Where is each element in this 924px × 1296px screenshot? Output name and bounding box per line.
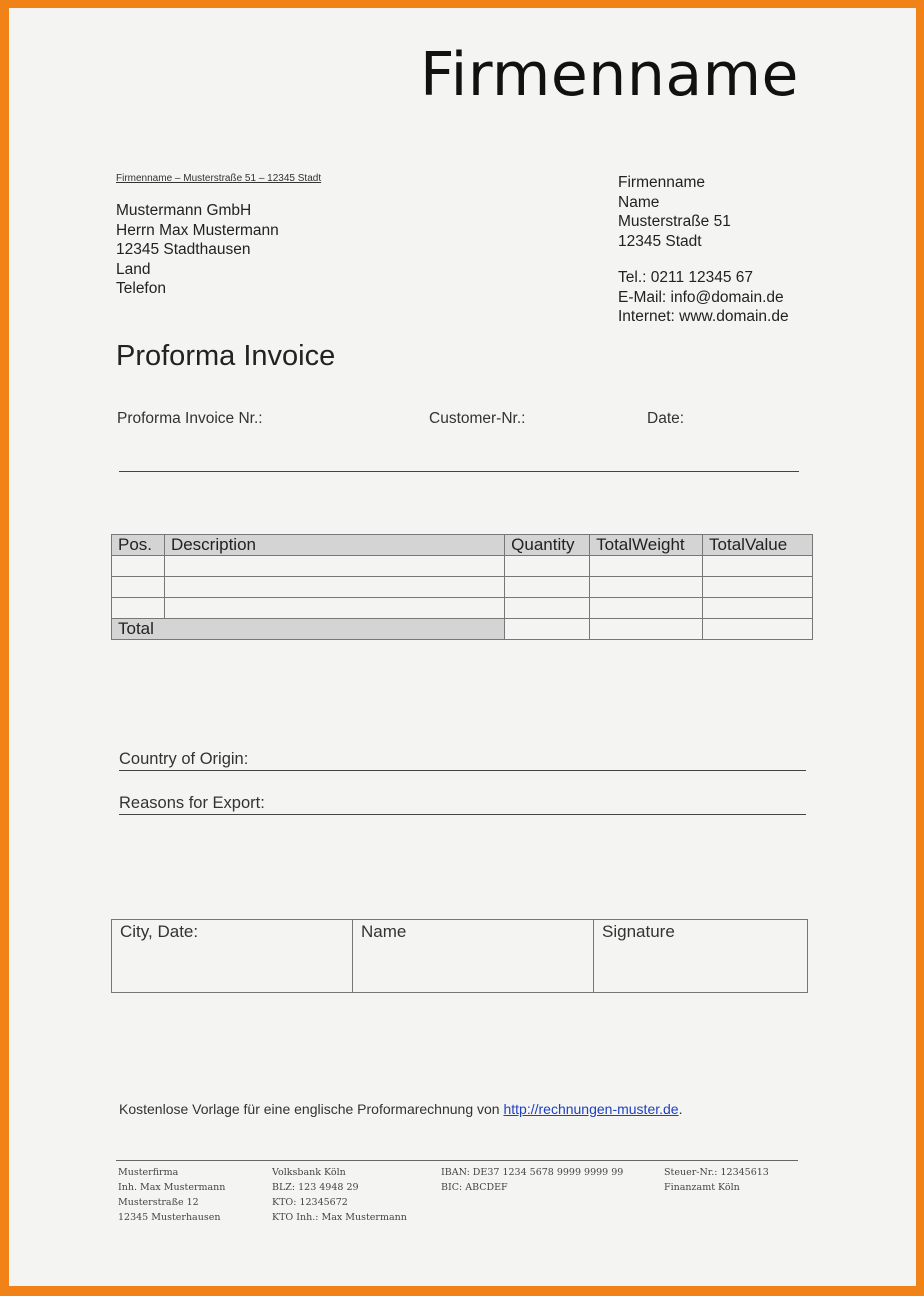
date-label: Date: <box>647 410 685 427</box>
city-date-cell[interactable]: City, Date: <box>112 920 353 993</box>
table-cell[interactable] <box>164 556 504 577</box>
column-header: Description <box>164 535 504 556</box>
table-cell[interactable] <box>505 556 590 577</box>
items-table <box>111 534 813 640</box>
table-cell[interactable] <box>703 577 813 598</box>
footer-line: KTO: 12345672 <box>272 1197 348 1208</box>
footer-line: Musterstraße 12 <box>118 1197 199 1208</box>
footer-line: Volksbank Köln <box>272 1167 346 1178</box>
total-label: Total <box>112 619 505 640</box>
sender-return-line: Firmenname – Musterstraße 51 – 12345 Stadt <box>116 173 322 184</box>
footer-line: KTO Inh.: Max Mustermann <box>272 1212 407 1223</box>
footer-line: IBAN: DE37 1234 5678 9999 9999 99 <box>441 1167 624 1178</box>
total-value-cell[interactable] <box>703 619 813 640</box>
table-row <box>112 577 813 598</box>
table-total-row <box>112 619 813 640</box>
reasons-for-export-line[interactable] <box>119 814 806 815</box>
footer-line: Steuer-Nr.: 12345613 <box>664 1167 769 1178</box>
table-cell[interactable] <box>590 556 703 577</box>
footer-line: 12345 Musterhausen <box>118 1212 221 1223</box>
footer-company <box>118 1165 225 1225</box>
meta-divider <box>119 471 799 472</box>
footer-line: Inh. Max Mustermann <box>118 1182 226 1193</box>
footer-line: Musterfirma <box>118 1167 179 1178</box>
table-cell[interactable] <box>505 577 590 598</box>
footer-tax <box>664 1165 769 1195</box>
total-quantity-cell[interactable] <box>505 619 590 640</box>
contact-website: Internet: www.domain.de <box>618 308 789 325</box>
recipient-line: Herrn Max Mustermann <box>116 221 279 239</box>
company-name: Firmenname <box>420 40 799 110</box>
recipient-line: 12345 Stadthausen <box>116 241 251 258</box>
table-cell[interactable] <box>590 577 703 598</box>
free-template-text: Kostenlose Vorlage für eine englische Proformarechnung von <box>119 1101 504 1117</box>
document-page <box>9 8 916 1286</box>
recipient-line: Land <box>116 260 151 278</box>
footer-line: BIC: ABCDEF <box>441 1182 508 1193</box>
column-header: Quantity <box>505 535 590 556</box>
table-cell[interactable] <box>164 598 504 619</box>
table-row <box>112 598 813 619</box>
table-cell[interactable] <box>590 598 703 619</box>
column-header: Pos. <box>112 535 165 556</box>
footer-bank <box>272 1165 407 1225</box>
signature-table <box>111 919 808 993</box>
table-cell[interactable] <box>703 556 813 577</box>
sender-line: Name <box>618 193 660 211</box>
table-header-row <box>112 535 813 556</box>
table-cell[interactable] <box>164 577 504 598</box>
table-cell[interactable] <box>112 598 165 619</box>
contact-phone: Tel.: 0211 12345 67 <box>618 269 754 286</box>
sender-line: 12345 Stadt <box>618 232 702 250</box>
sender-address <box>618 173 731 251</box>
table-row <box>112 556 813 577</box>
recipient-address <box>116 201 279 299</box>
sender-contact <box>618 268 789 327</box>
reasons-for-export-label: Reasons for Export: <box>119 794 265 812</box>
contact-email: E-Mail: info@domain.de <box>618 288 784 306</box>
sender-line: Musterstraße 51 <box>618 213 731 230</box>
column-header: TotalWeight <box>590 535 703 556</box>
footer-divider <box>116 1160 798 1161</box>
country-of-origin-line[interactable] <box>119 770 806 771</box>
table-cell[interactable] <box>112 556 165 577</box>
signature-cell[interactable]: Signature <box>594 920 808 993</box>
invoice-number-label: Proforma Invoice Nr.: <box>117 410 263 427</box>
recipient-line: Telefon <box>116 280 166 297</box>
customer-number-label: Customer-Nr.: <box>429 410 526 427</box>
footer-line: Finanzamt Köln <box>664 1182 740 1193</box>
sender-line: Firmenname <box>618 174 705 191</box>
name-cell[interactable]: Name <box>353 920 594 993</box>
free-template-suffix: . <box>678 1101 683 1117</box>
country-of-origin-label: Country of Origin: <box>119 750 249 768</box>
table-cell[interactable] <box>112 577 165 598</box>
footer-iban <box>441 1165 623 1195</box>
total-weight-cell[interactable] <box>590 619 703 640</box>
table-cell[interactable] <box>703 598 813 619</box>
document-title: Proforma Invoice <box>116 340 336 372</box>
table-cell[interactable] <box>505 598 590 619</box>
column-header: TotalValue <box>703 535 813 556</box>
free-template-note <box>119 1101 682 1117</box>
template-link[interactable]: http://rechnungen-muster.de <box>503 1101 679 1117</box>
recipient-line: Mustermann GmbH <box>116 202 252 219</box>
footer-line: BLZ: 123 4948 29 <box>272 1182 359 1193</box>
